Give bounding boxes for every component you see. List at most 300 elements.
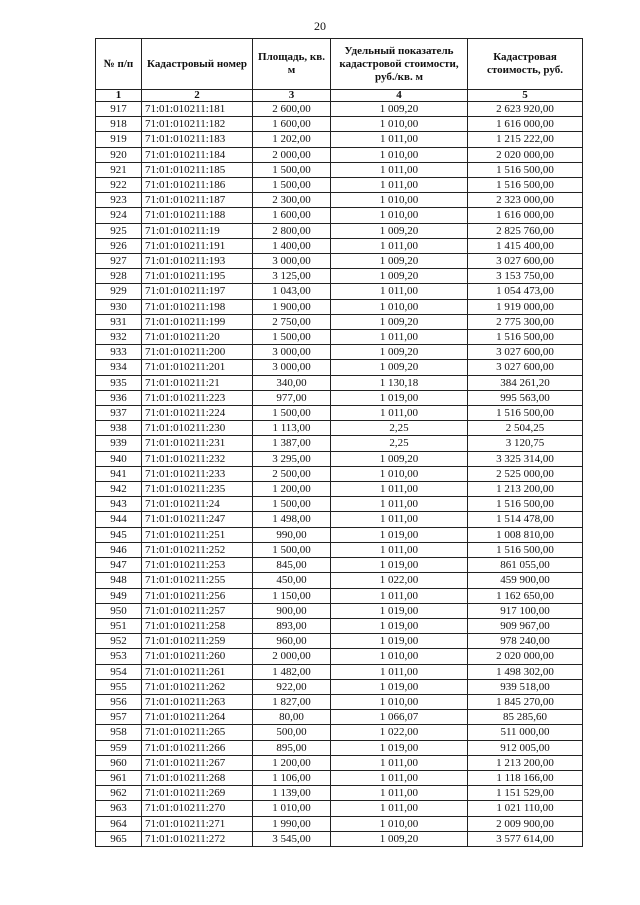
row-number-cell: 958 (96, 725, 142, 740)
cadastral-cost-cell: 1 845 270,00 (468, 694, 583, 709)
specific-value-cell: 1 011,00 (331, 786, 468, 801)
row-number-cell: 928 (96, 269, 142, 284)
specific-value-cell: 1 009,20 (331, 269, 468, 284)
area-cell: 500,00 (253, 725, 331, 740)
area-cell: 450,00 (253, 573, 331, 588)
table-row (96, 330, 583, 345)
table-row (96, 314, 583, 329)
specific-value-cell: 1 010,00 (331, 694, 468, 709)
area-cell: 977,00 (253, 390, 331, 405)
cadastral-cost-cell: 85 285,60 (468, 710, 583, 725)
area-cell: 3 000,00 (253, 254, 331, 269)
cadastral-cost-cell: 2 775 300,00 (468, 314, 583, 329)
row-number-cell: 957 (96, 710, 142, 725)
cadastral-cost-cell: 995 563,00 (468, 390, 583, 405)
cadastral-cost-cell: 2 504,25 (468, 421, 583, 436)
column-number: 2 (142, 90, 253, 102)
area-cell: 3 000,00 (253, 360, 331, 375)
row-number-cell: 924 (96, 208, 142, 223)
table-row (96, 390, 583, 405)
cadastral-number-cell: 71:01:010211:263 (142, 694, 253, 709)
area-cell: 845,00 (253, 558, 331, 573)
cadastral-number-cell: 71:01:010211:224 (142, 406, 253, 421)
table-row (96, 147, 583, 162)
cadastral-cost-cell: 1 415 400,00 (468, 238, 583, 253)
cadastral-cost-cell: 1 919 000,00 (468, 299, 583, 314)
cadastral-cost-cell: 912 005,00 (468, 740, 583, 755)
cadastral-number-cell: 71:01:010211:272 (142, 831, 253, 846)
area-cell: 922,00 (253, 679, 331, 694)
cadastral-cost-cell: 1 516 500,00 (468, 162, 583, 177)
cadastral-number-cell: 71:01:010211:270 (142, 801, 253, 816)
cadastral-cost-cell: 1 151 529,00 (468, 786, 583, 801)
row-number-cell: 927 (96, 254, 142, 269)
table-row (96, 436, 583, 451)
row-number-cell: 955 (96, 679, 142, 694)
specific-value-cell: 1 009,20 (331, 360, 468, 375)
row-number-cell: 918 (96, 117, 142, 132)
specific-value-cell: 1 010,00 (331, 816, 468, 831)
area-cell: 3 000,00 (253, 345, 331, 360)
row-number-cell: 962 (96, 786, 142, 801)
row-number-cell: 942 (96, 482, 142, 497)
cadastral-register-table (95, 38, 583, 847)
cadastral-cost-cell: 917 100,00 (468, 603, 583, 618)
specific-value-cell: 1 019,00 (331, 740, 468, 755)
cadastral-number-cell: 71:01:010211:185 (142, 162, 253, 177)
cadastral-cost-cell: 2 020 000,00 (468, 649, 583, 664)
cadastral-cost-cell: 1 213 200,00 (468, 755, 583, 770)
column-number: 4 (331, 90, 468, 102)
specific-value-cell: 1 019,00 (331, 390, 468, 405)
cadastral-number-cell: 71:01:010211:235 (142, 482, 253, 497)
table-row (96, 740, 583, 755)
row-number-cell: 917 (96, 102, 142, 117)
table-row (96, 193, 583, 208)
cadastral-number-cell: 71:01:010211:267 (142, 755, 253, 770)
row-number-cell: 956 (96, 694, 142, 709)
area-cell: 80,00 (253, 710, 331, 725)
specific-value-cell: 1 011,00 (331, 132, 468, 147)
area-cell: 1 900,00 (253, 299, 331, 314)
table-row (96, 269, 583, 284)
area-cell: 2 500,00 (253, 466, 331, 481)
area-cell: 3 545,00 (253, 831, 331, 846)
specific-value-cell: 1 022,00 (331, 573, 468, 588)
cadastral-cost-cell: 2 825 760,00 (468, 223, 583, 238)
row-number-cell: 965 (96, 831, 142, 846)
cadastral-cost-cell: 1 008 810,00 (468, 527, 583, 542)
cadastral-cost-cell: 2 009 900,00 (468, 816, 583, 831)
area-cell: 895,00 (253, 740, 331, 755)
cadastral-number-cell: 71:01:010211:21 (142, 375, 253, 390)
table-row (96, 816, 583, 831)
row-number-cell: 961 (96, 770, 142, 785)
specific-value-cell: 1 009,20 (331, 314, 468, 329)
row-number-cell: 929 (96, 284, 142, 299)
area-cell: 1 202,00 (253, 132, 331, 147)
table-row (96, 649, 583, 664)
table-row (96, 102, 583, 117)
specific-value-cell: 1 010,00 (331, 208, 468, 223)
table-row (96, 284, 583, 299)
row-number-cell: 935 (96, 375, 142, 390)
header-cadastral-cost: Кадастровая стоимость, руб. (468, 39, 583, 90)
cadastral-number-cell: 71:01:010211:187 (142, 193, 253, 208)
table-row (96, 451, 583, 466)
table-row (96, 132, 583, 147)
table-row (96, 497, 583, 512)
column-number-row (96, 90, 583, 102)
specific-value-cell: 1 019,00 (331, 634, 468, 649)
table-row (96, 588, 583, 603)
area-cell: 900,00 (253, 603, 331, 618)
cadastral-number-cell: 71:01:010211:201 (142, 360, 253, 375)
table-row (96, 208, 583, 223)
specific-value-cell: 2,25 (331, 421, 468, 436)
row-number-cell: 950 (96, 603, 142, 618)
table-row (96, 634, 583, 649)
row-number-cell: 932 (96, 330, 142, 345)
cadastral-cost-cell: 3 577 614,00 (468, 831, 583, 846)
specific-value-cell: 1 010,00 (331, 649, 468, 664)
specific-value-cell: 1 019,00 (331, 618, 468, 633)
cadastral-cost-cell: 1 516 500,00 (468, 406, 583, 421)
cadastral-number-cell: 71:01:010211:195 (142, 269, 253, 284)
area-cell: 340,00 (253, 375, 331, 390)
table-row (96, 178, 583, 193)
cadastral-cost-cell: 2 623 920,00 (468, 102, 583, 117)
cadastral-number-cell: 71:01:010211:182 (142, 117, 253, 132)
area-cell: 960,00 (253, 634, 331, 649)
table-row (96, 512, 583, 527)
cadastral-cost-cell: 909 967,00 (468, 618, 583, 633)
area-cell: 3 295,00 (253, 451, 331, 466)
cadastral-cost-cell: 2 323 000,00 (468, 193, 583, 208)
page-number: 20 (314, 19, 326, 33)
specific-value-cell: 1 010,00 (331, 299, 468, 314)
table-row (96, 482, 583, 497)
header-cadastral-number: Кадастровый номер (142, 39, 253, 90)
row-number-cell: 943 (96, 497, 142, 512)
column-number: 1 (96, 90, 142, 102)
cadastral-number-cell: 71:01:010211:181 (142, 102, 253, 117)
cadastral-cost-cell: 3 027 600,00 (468, 254, 583, 269)
specific-value-cell: 1 011,00 (331, 238, 468, 253)
row-number-cell: 925 (96, 223, 142, 238)
cadastral-number-cell: 71:01:010211:269 (142, 786, 253, 801)
table-row (96, 725, 583, 740)
cadastral-cost-cell: 1 498 302,00 (468, 664, 583, 679)
table-row (96, 360, 583, 375)
specific-value-cell: 1 009,20 (331, 223, 468, 238)
cadastral-cost-cell: 1 616 000,00 (468, 208, 583, 223)
specific-value-cell: 1 011,00 (331, 497, 468, 512)
cadastral-number-cell: 71:01:010211:252 (142, 542, 253, 557)
area-cell: 1 500,00 (253, 542, 331, 557)
table-row (96, 466, 583, 481)
area-cell: 1 500,00 (253, 497, 331, 512)
row-number-cell: 952 (96, 634, 142, 649)
row-number-cell: 953 (96, 649, 142, 664)
row-number-cell: 951 (96, 618, 142, 633)
row-number-cell: 938 (96, 421, 142, 436)
header-area: Площадь, кв. м (253, 39, 331, 90)
specific-value-cell: 1 011,00 (331, 178, 468, 193)
cadastral-cost-cell: 3 120,75 (468, 436, 583, 451)
row-number-cell: 948 (96, 573, 142, 588)
cadastral-cost-cell: 1 516 500,00 (468, 497, 583, 512)
cadastral-number-cell: 71:01:010211:200 (142, 345, 253, 360)
cadastral-number-cell: 71:01:010211:198 (142, 299, 253, 314)
cadastral-number-cell: 71:01:010211:231 (142, 436, 253, 451)
table-row (96, 679, 583, 694)
table-row (96, 421, 583, 436)
table-row (96, 299, 583, 314)
cadastral-number-cell: 71:01:010211:184 (142, 147, 253, 162)
cadastral-cost-cell: 1 215 222,00 (468, 132, 583, 147)
table-row (96, 786, 583, 801)
table-row (96, 542, 583, 557)
area-cell: 990,00 (253, 527, 331, 542)
cadastral-number-cell: 71:01:010211:188 (142, 208, 253, 223)
table-row (96, 238, 583, 253)
cadastral-number-cell: 71:01:010211:260 (142, 649, 253, 664)
cadastral-number-cell: 71:01:010211:271 (142, 816, 253, 831)
area-cell: 1 600,00 (253, 117, 331, 132)
area-cell: 1 827,00 (253, 694, 331, 709)
row-number-cell: 964 (96, 816, 142, 831)
area-cell: 1 043,00 (253, 284, 331, 299)
cadastral-number-cell: 71:01:010211:191 (142, 238, 253, 253)
table-row (96, 710, 583, 725)
cadastral-cost-cell: 978 240,00 (468, 634, 583, 649)
cadastral-number-cell: 71:01:010211:19 (142, 223, 253, 238)
row-number-cell: 947 (96, 558, 142, 573)
cadastral-number-cell: 71:01:010211:268 (142, 770, 253, 785)
row-number-cell: 941 (96, 466, 142, 481)
cadastral-cost-cell: 511 000,00 (468, 725, 583, 740)
header-row (96, 39, 583, 90)
row-number-cell: 930 (96, 299, 142, 314)
cadastral-number-cell: 71:01:010211:251 (142, 527, 253, 542)
cadastral-number-cell: 71:01:010211:255 (142, 573, 253, 588)
cadastral-number-cell: 71:01:010211:199 (142, 314, 253, 329)
cadastral-cost-cell: 1 516 500,00 (468, 542, 583, 557)
row-number-cell: 936 (96, 390, 142, 405)
row-number-cell: 933 (96, 345, 142, 360)
table-row (96, 162, 583, 177)
cadastral-number-cell: 71:01:010211:259 (142, 634, 253, 649)
area-cell: 1 200,00 (253, 482, 331, 497)
specific-value-cell: 1 011,00 (331, 482, 468, 497)
cadastral-cost-cell: 1 514 478,00 (468, 512, 583, 527)
specific-value-cell: 1 011,00 (331, 512, 468, 527)
area-cell: 1 500,00 (253, 330, 331, 345)
row-number-cell: 960 (96, 755, 142, 770)
header-row-number: № п/п (96, 39, 142, 90)
header-specific-value: Удельный показатель кадастровой стоимости, руб./кв. м (331, 39, 468, 90)
cadastral-cost-cell: 1 162 650,00 (468, 588, 583, 603)
cadastral-number-cell: 71:01:010211:232 (142, 451, 253, 466)
area-cell: 1 498,00 (253, 512, 331, 527)
specific-value-cell: 1 009,20 (331, 451, 468, 466)
cadastral-number-cell: 71:01:010211:257 (142, 603, 253, 618)
specific-value-cell: 1 011,00 (331, 284, 468, 299)
row-number-cell: 926 (96, 238, 142, 253)
specific-value-cell: 1 011,00 (331, 588, 468, 603)
row-number-cell: 944 (96, 512, 142, 527)
cadastral-number-cell: 71:01:010211:223 (142, 390, 253, 405)
cadastral-number-cell: 71:01:010211:193 (142, 254, 253, 269)
specific-value-cell: 1 010,00 (331, 193, 468, 208)
area-cell: 2 000,00 (253, 649, 331, 664)
row-number-cell: 945 (96, 527, 142, 542)
area-cell: 2 600,00 (253, 102, 331, 117)
area-cell: 1 990,00 (253, 816, 331, 831)
row-number-cell: 959 (96, 740, 142, 755)
cadastral-cost-cell: 1 213 200,00 (468, 482, 583, 497)
specific-value-cell: 1 022,00 (331, 725, 468, 740)
cadastral-number-cell: 71:01:010211:256 (142, 588, 253, 603)
table-row (96, 117, 583, 132)
specific-value-cell: 1 011,00 (331, 542, 468, 557)
area-cell: 3 125,00 (253, 269, 331, 284)
area-cell: 1 600,00 (253, 208, 331, 223)
cadastral-cost-cell: 1 021 110,00 (468, 801, 583, 816)
cadastral-cost-cell: 3 027 600,00 (468, 360, 583, 375)
specific-value-cell: 1 009,20 (331, 831, 468, 846)
row-number-cell: 946 (96, 542, 142, 557)
row-number-cell: 920 (96, 147, 142, 162)
specific-value-cell: 1 011,00 (331, 801, 468, 816)
row-number-cell: 939 (96, 436, 142, 451)
area-cell: 1 200,00 (253, 755, 331, 770)
column-number: 5 (468, 90, 583, 102)
area-cell: 1 500,00 (253, 178, 331, 193)
table-row (96, 254, 583, 269)
cadastral-number-cell: 71:01:010211:20 (142, 330, 253, 345)
table-row (96, 223, 583, 238)
specific-value-cell: 1 019,00 (331, 603, 468, 618)
specific-value-cell: 1 011,00 (331, 406, 468, 421)
area-cell: 1 387,00 (253, 436, 331, 451)
table-row (96, 664, 583, 679)
specific-value-cell: 1 009,20 (331, 254, 468, 269)
specific-value-cell: 1 011,00 (331, 755, 468, 770)
specific-value-cell: 1 010,00 (331, 117, 468, 132)
cadastral-cost-cell: 3 325 314,00 (468, 451, 583, 466)
area-cell: 1 139,00 (253, 786, 331, 801)
area-cell: 2 300,00 (253, 193, 331, 208)
table-row (96, 558, 583, 573)
row-number-cell: 921 (96, 162, 142, 177)
table-row (96, 831, 583, 846)
row-number-cell: 940 (96, 451, 142, 466)
table-body (96, 102, 583, 847)
area-cell: 1 113,00 (253, 421, 331, 436)
cadastral-number-cell: 71:01:010211:258 (142, 618, 253, 633)
table-row (96, 345, 583, 360)
table-row (96, 375, 583, 390)
cadastral-number-cell: 71:01:010211:261 (142, 664, 253, 679)
cadastral-cost-cell: 3 027 600,00 (468, 345, 583, 360)
cadastral-number-cell: 71:01:010211:247 (142, 512, 253, 527)
cadastral-cost-cell: 1 054 473,00 (468, 284, 583, 299)
row-number-cell: 922 (96, 178, 142, 193)
row-number-cell: 923 (96, 193, 142, 208)
specific-value-cell: 1 010,00 (331, 147, 468, 162)
specific-value-cell: 1 019,00 (331, 679, 468, 694)
area-cell: 1 010,00 (253, 801, 331, 816)
row-number-cell: 963 (96, 801, 142, 816)
cadastral-number-cell: 71:01:010211:197 (142, 284, 253, 299)
cadastral-cost-cell: 3 153 750,00 (468, 269, 583, 284)
table-row (96, 603, 583, 618)
area-cell: 2 750,00 (253, 314, 331, 329)
cadastral-cost-cell: 2 020 000,00 (468, 147, 583, 162)
cadastral-cost-cell: 1 516 500,00 (468, 330, 583, 345)
area-cell: 1 400,00 (253, 238, 331, 253)
specific-value-cell: 2,25 (331, 436, 468, 451)
specific-value-cell: 1 010,00 (331, 466, 468, 481)
area-cell: 893,00 (253, 618, 331, 633)
cadastral-cost-cell: 861 055,00 (468, 558, 583, 573)
specific-value-cell: 1 009,20 (331, 102, 468, 117)
area-cell: 1 482,00 (253, 664, 331, 679)
row-number-cell: 937 (96, 406, 142, 421)
cadastral-cost-cell: 2 525 000,00 (468, 466, 583, 481)
cadastral-number-cell: 71:01:010211:233 (142, 466, 253, 481)
table-row (96, 406, 583, 421)
row-number-cell: 934 (96, 360, 142, 375)
row-number-cell: 954 (96, 664, 142, 679)
specific-value-cell: 1 009,20 (331, 345, 468, 360)
area-cell: 2 800,00 (253, 223, 331, 238)
table-row (96, 694, 583, 709)
cadastral-number-cell: 71:01:010211:266 (142, 740, 253, 755)
cadastral-number-cell: 71:01:010211:262 (142, 679, 253, 694)
table-row (96, 755, 583, 770)
specific-value-cell: 1 019,00 (331, 558, 468, 573)
row-number-cell: 931 (96, 314, 142, 329)
column-number: 3 (253, 90, 331, 102)
cadastral-cost-cell: 1 516 500,00 (468, 178, 583, 193)
area-cell: 1 106,00 (253, 770, 331, 785)
specific-value-cell: 1 011,00 (331, 664, 468, 679)
specific-value-cell: 1 130,18 (331, 375, 468, 390)
table-row (96, 527, 583, 542)
cadastral-cost-cell: 939 518,00 (468, 679, 583, 694)
cadastral-number-cell: 71:01:010211:264 (142, 710, 253, 725)
specific-value-cell: 1 011,00 (331, 770, 468, 785)
cadastral-cost-cell: 459 900,00 (468, 573, 583, 588)
cadastral-number-cell: 71:01:010211:253 (142, 558, 253, 573)
area-cell: 1 500,00 (253, 406, 331, 421)
cadastral-number-cell: 71:01:010211:24 (142, 497, 253, 512)
specific-value-cell: 1 011,00 (331, 330, 468, 345)
cadastral-cost-cell: 1 118 166,00 (468, 770, 583, 785)
area-cell: 2 000,00 (253, 147, 331, 162)
area-cell: 1 150,00 (253, 588, 331, 603)
area-cell: 1 500,00 (253, 162, 331, 177)
cadastral-number-cell: 71:01:010211:183 (142, 132, 253, 147)
row-number-cell: 949 (96, 588, 142, 603)
table-row (96, 573, 583, 588)
cadastral-number-cell: 71:01:010211:230 (142, 421, 253, 436)
table-row (96, 801, 583, 816)
specific-value-cell: 1 066,07 (331, 710, 468, 725)
